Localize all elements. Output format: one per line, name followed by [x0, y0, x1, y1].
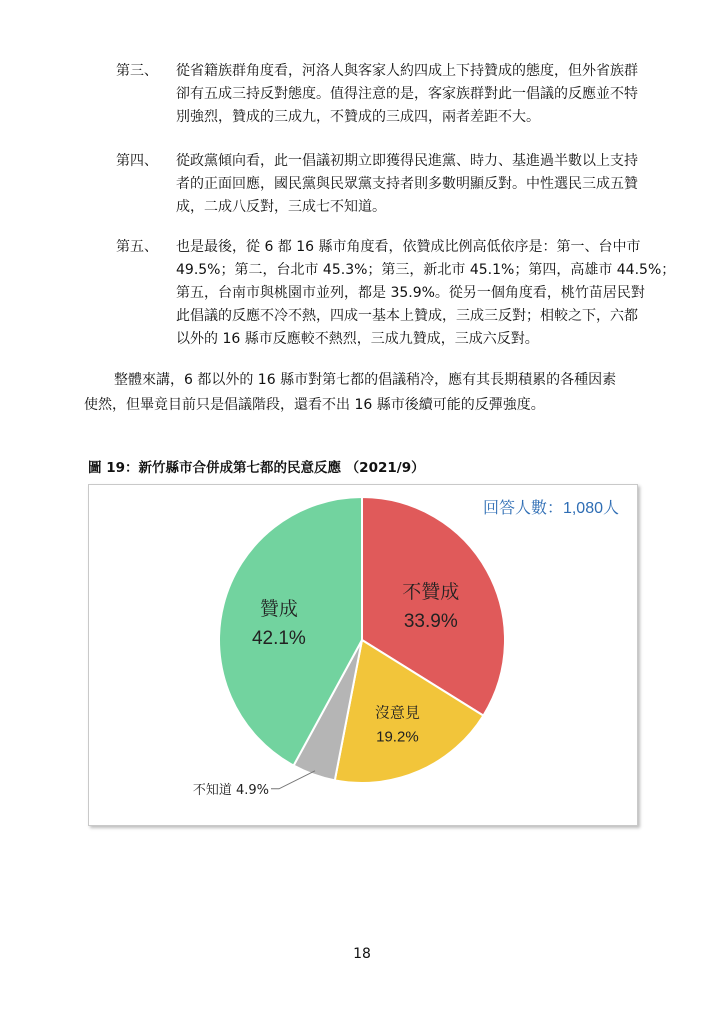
slice-value-no-opinion: 19.2%: [376, 728, 419, 746]
paragraph-line: 第五，台南市與桃園市並列，都是 35.9%。從另一個角度看，桃竹苗居民對: [176, 285, 645, 301]
paragraph-third: [116, 60, 656, 129]
paragraph-line: 此倡議的反應不冷不熱，四成一基本上贊成，三成三反對；相較之下，六都: [176, 308, 638, 324]
slice-label-dont-know: 不知道 4.9%: [192, 782, 269, 798]
paragraph-line: 別強烈，贊成的三成九，不贊成的三成四，兩者差距不大。: [176, 109, 540, 125]
pie-chart-frame: [88, 484, 638, 826]
slice-label-disagree: 不贊成: [402, 580, 460, 603]
paragraph-line: 成，二成八反對，三成七不知道。: [176, 199, 386, 215]
paragraph-line: 從省籍族群角度看，河洛人與客家人約四成上下持贊成的態度，但外省族群: [176, 63, 638, 79]
slice-value-disagree: 33.9%: [403, 610, 458, 632]
summary-line: 使然，但畢竟目前只是倡議階段，還看不出 16 縣市後續可能的反彈強度。: [84, 397, 545, 413]
page-number: 18: [353, 946, 371, 962]
slice-label-agree: 贊成: [259, 597, 298, 620]
paragraph-fifth: [116, 236, 676, 351]
figure-caption: 圖 19：新竹縣市合併成第七都的民意反應 （2021/9）: [88, 460, 425, 476]
pie-chart: [89, 485, 637, 825]
summary-paragraph: [84, 368, 644, 418]
paragraph-line: 卻有五成三持反對態度。值得注意的是，客家族群對此一倡議的反應並不特: [176, 86, 638, 102]
slice-label-no-opinion: 沒意見: [374, 703, 420, 722]
summary-line: 整體來講，6 都以外的 16 縣市對第七都的倡議稍冷，應有其長期積累的各種因素: [114, 372, 617, 388]
paragraph-line: 也是最後，從 6 都 16 縣市角度看，依贊成比例高低依序是：第一、台中市: [176, 239, 641, 255]
paragraph-label: 第三、: [116, 63, 158, 79]
slice-value-agree: 42.1%: [251, 627, 306, 649]
respondents-count: 回答人數：1,080人: [482, 500, 619, 517]
paragraph-line: 者的正面回應，國民黨與民眾黨支持者則多數明顯反對。中性選民三成五贊: [176, 176, 638, 192]
paragraph-line: 以外的 16 縣市反應較不熱烈，三成九贊成，三成六反對。: [176, 331, 539, 347]
paragraph-line: 從政黨傾向看，此一倡議初期立即獲得民進黨、時力、基進過半數以上支持: [176, 153, 638, 169]
paragraph-fourth: [116, 150, 656, 219]
paragraph-line: 49.5%；第二，台北市 45.3%；第三，新北市 45.1%；第四，高雄市 44.5%；: [176, 262, 676, 278]
paragraph-label: 第四、: [116, 153, 158, 169]
paragraph-label: 第五、: [116, 239, 158, 255]
